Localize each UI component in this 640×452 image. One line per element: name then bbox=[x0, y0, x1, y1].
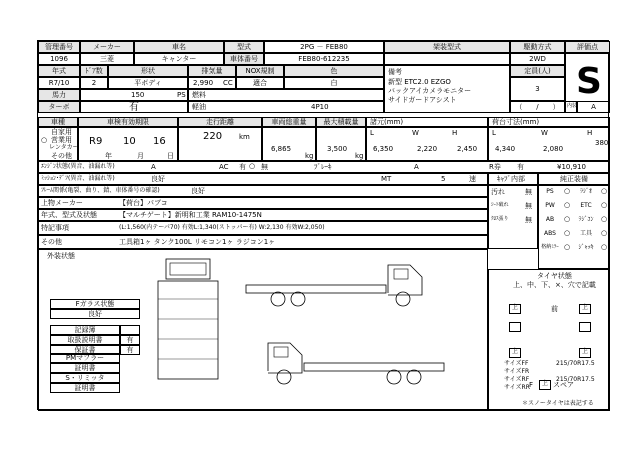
model-header: 型式 bbox=[224, 41, 264, 53]
notes-paren: （ / ） bbox=[510, 101, 565, 113]
category-box: 自家用 ○ 営業用 レンタカー その他 bbox=[38, 127, 78, 161]
chassis-value: FEB80-612235 bbox=[264, 53, 384, 65]
mission-row: ﾐｯｼｮﾝ･ﾃﾞﾌ(異音、油漏れ等) 良好 MT 5 速 bbox=[38, 173, 488, 185]
manual-value: 有 bbox=[120, 335, 140, 345]
shape-value: 平ボディ bbox=[108, 77, 188, 89]
warranty-label: 保証書 bbox=[50, 345, 120, 355]
equip-1-b: ETC bbox=[580, 202, 592, 209]
mgmt-no-value: 1096 bbox=[38, 53, 80, 65]
turbo-header: ターボ bbox=[38, 101, 80, 113]
mileage-header: 走行距離 bbox=[178, 117, 262, 127]
category-header: 車種 bbox=[38, 117, 78, 127]
drive-value: 2WD bbox=[510, 53, 565, 65]
interior-label: 内装 bbox=[565, 101, 577, 113]
special-row: 特記事項 (L:1,560(内テーパ70) 有効L:1,340(ストッパー有) W:2,130 有効W:2,050) bbox=[38, 221, 488, 235]
doors-header: ﾄﾞｱ数 bbox=[80, 65, 108, 77]
manual-label: 取扱説明書 bbox=[50, 335, 120, 345]
grade-header: 評価点 bbox=[565, 41, 610, 53]
drive-header: 駆動方式 bbox=[510, 41, 565, 53]
size-header: 諸元(mm) bbox=[366, 117, 488, 127]
tire-fl: 上 bbox=[509, 304, 521, 314]
color-header: 色 bbox=[284, 65, 384, 77]
cab-value-2: 無 bbox=[525, 216, 532, 224]
cab-label-2: ｸﾛｽ張り bbox=[491, 216, 509, 222]
fuel-header: 燃料 bbox=[188, 89, 384, 101]
notes-box: 備考 新型 ETC2.0 EZGO バックアイカメラモニター サイドガードアシスト bbox=[384, 65, 510, 113]
tire-rl: 上 bbox=[509, 348, 521, 358]
equip-0-b: ﾗｼﾞｵ bbox=[579, 188, 592, 195]
doors-value: 2 bbox=[80, 77, 108, 89]
engine-row: ｴﾝｼﾞﾝ状態(異音、油漏れ等) A AC 有 ○ 無 ﾌﾞﾚｰｷ A R券 有 ¥10,910 bbox=[38, 161, 610, 173]
year-header: 年式 bbox=[38, 65, 80, 77]
equip-2-b: ﾗｼﾞｺﾝ bbox=[578, 216, 594, 223]
cab-header: ｷｬﾌﾞ内部 bbox=[488, 173, 538, 185]
weight-box: 6,865 kg bbox=[262, 127, 316, 161]
weight-header: 車両総重量 bbox=[262, 117, 316, 127]
truck-side-view-2-icon bbox=[258, 331, 458, 391]
turbo-value: 有 bbox=[80, 101, 188, 113]
muffler-label: PMマフラー bbox=[50, 353, 120, 363]
year-value: R7/10 bbox=[38, 77, 80, 89]
car-name-header: 車名 bbox=[134, 41, 224, 53]
tire-slot-icon bbox=[509, 322, 521, 332]
records-label: 記録簿 bbox=[50, 325, 120, 335]
equip-0-a: PS bbox=[546, 188, 554, 195]
tire-slot-icon bbox=[579, 322, 591, 332]
tire-fr: 上 bbox=[579, 304, 591, 314]
fuel-value: 軽油 4P10 bbox=[188, 101, 384, 113]
chassis-header: 車体番号 bbox=[224, 53, 264, 65]
exterior-area: 外装状態 bbox=[38, 249, 488, 411]
car-name-value: キャンター bbox=[134, 53, 224, 65]
capacity-value: 3 bbox=[510, 77, 565, 101]
frame-type-value bbox=[384, 53, 510, 65]
hp-value: 150 PS bbox=[80, 89, 188, 101]
mileage-box: 220 km bbox=[178, 127, 262, 161]
cab-box bbox=[488, 185, 538, 249]
nox-header: NOX規制 bbox=[236, 65, 284, 77]
equip-4-b: ｼﾞｬｯｷ bbox=[578, 244, 594, 251]
load-box: 3,500 kg bbox=[316, 127, 366, 161]
equip-4-a: 格納ﾐﾗｰ bbox=[541, 244, 559, 250]
equip-2-a: AB bbox=[545, 216, 555, 223]
tire-area: タイヤ状態 上、中、下、×、穴で記載 前 上 上 上 上 F 上 スペア bbox=[488, 269, 610, 411]
equip-3-b: 工具 bbox=[579, 230, 592, 237]
maker-header: メーカー bbox=[80, 41, 134, 53]
truck-side-view-icon bbox=[238, 255, 438, 315]
muffler-cert: 証明書 bbox=[50, 363, 120, 373]
frame-type-header: 架装型式 bbox=[384, 41, 510, 53]
load-header: 最大積載量 bbox=[316, 117, 366, 127]
body-maker-row: 上物メーカー 【荷台】パブコ bbox=[38, 197, 488, 209]
tire-sizes: サイズFF 215/70R17.5 サイズFR サイズRF 215/70R17.5 サイズRR ＊スノータイヤは表記する bbox=[504, 360, 595, 407]
mgmt-no-header: 管理番号 bbox=[38, 41, 80, 53]
truck-top-view-icon bbox=[148, 255, 228, 385]
nox-value: 適合 bbox=[236, 77, 284, 89]
option-header: 純正装備 bbox=[538, 173, 610, 185]
inspection-header: 車検有効期限 bbox=[78, 117, 178, 127]
glass-header: Fガラス状態 bbox=[50, 299, 140, 309]
tire-rr: 上 bbox=[579, 348, 591, 358]
interior-value: A bbox=[577, 101, 610, 113]
limiter-cert: 証明書 bbox=[50, 383, 120, 393]
cab-value-0: 無 bbox=[525, 188, 532, 196]
tire-spare: 上 bbox=[539, 380, 551, 390]
size-box: L W H 6,350 2,220 2,450 bbox=[366, 127, 488, 161]
color-value: 白 bbox=[284, 77, 384, 89]
cab-value-1: 無 bbox=[525, 202, 532, 210]
limiter-label: S・リミッタ bbox=[50, 373, 120, 383]
bed-box: L W H 4,340 2,080 380 bbox=[488, 127, 610, 161]
grade-value: S bbox=[576, 61, 602, 102]
bed-header: 荷台寸法(mm) bbox=[488, 117, 610, 127]
shape-header: 形状 bbox=[108, 65, 188, 77]
model-value: 2PG － FEB80 bbox=[264, 41, 384, 53]
inspection-sheet bbox=[37, 40, 609, 410]
records-value bbox=[120, 325, 140, 335]
other-row: その他 工具箱1ヶ タンク100L リモコン1ヶ ラジコン1ヶ bbox=[38, 235, 488, 249]
inspection-box: R9 10 16 年 月 日 bbox=[78, 127, 178, 161]
warranty-value: 有 bbox=[120, 345, 140, 355]
hp-header: 馬力 bbox=[38, 89, 80, 101]
displacement-header: 排気量 bbox=[188, 65, 236, 77]
cab-label-0: 汚れ bbox=[491, 188, 505, 196]
glass-value: 良好 bbox=[50, 309, 140, 319]
cab-label-1: ｼｰﾄ破れ bbox=[491, 202, 509, 208]
capacity-header: 定員(人) bbox=[510, 65, 565, 77]
equip-1-a: PW bbox=[545, 202, 555, 209]
body-model-row: 年式、型式及状態 【マルチゲート】新明和工業 RAM10-1475N bbox=[38, 209, 488, 221]
equipment-box: PS ○ ﾗｼﾞｵ ○ PW ○ ETC ○ AB ○ ﾗｼﾞｺﾝ ○ ABS ○ 工具 ○ 格納ﾐﾗｰ ○ ｼﾞｬｯｷ ○ bbox=[538, 185, 610, 269]
equip-3-a: ABS bbox=[544, 230, 556, 237]
frame-row: ﾌﾚｰﾑ関係(亀裂、曲り、錆、車体番号の確認) 良好 bbox=[38, 185, 488, 197]
maker-value: 三菱 bbox=[80, 53, 134, 65]
displacement-value: 2,990 CC bbox=[188, 77, 236, 89]
